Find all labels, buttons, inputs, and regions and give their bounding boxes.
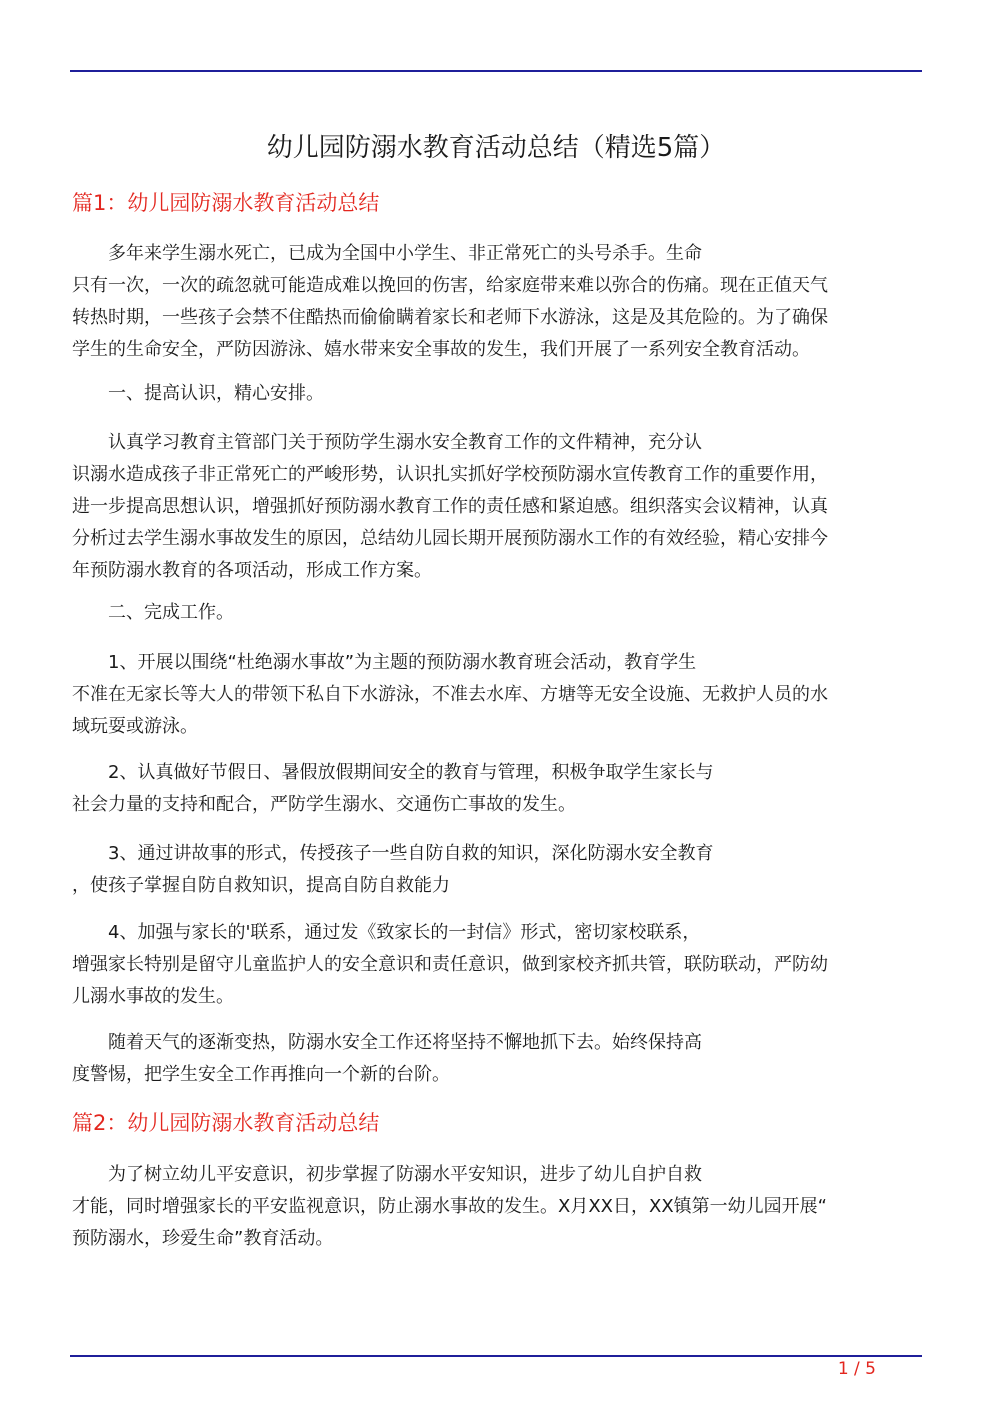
section1-title bbox=[72, 378, 922, 410]
text-line: 2、认真做好节假日、暑假放假期间安全的教育与管理，积极争取学生家长与 bbox=[72, 762, 714, 783]
work-item-3 bbox=[72, 838, 922, 902]
text-line: 二、完成工作。 bbox=[72, 602, 234, 623]
text-line: 年预防溺水教育的各项活动，形成工作方案。 bbox=[72, 560, 432, 581]
text-line: 社会力量的支持和配合，严防学生溺水、交通伤亡事故的发生。 bbox=[72, 794, 576, 815]
article1-heading: 篇1：幼儿园防溺水教育活动总结 bbox=[72, 191, 380, 215]
text-line: 一、提高认识，精心安排。 bbox=[72, 383, 324, 404]
text-line: 儿溺水事故的发生。 bbox=[72, 986, 234, 1007]
text-line: 学生的生命安全，严防因游泳、嬉水带来安全事故的发生，我们开展了一系列安全教育活动。 bbox=[72, 339, 810, 360]
section1-body-paragraph bbox=[72, 427, 922, 587]
text-line: 识溺水造成孩子非正常死亡的严峻形势，认识扎实抓好学校预防溺水宣传教育工作的重要作用， bbox=[72, 464, 828, 485]
text-line: 度警惕，把学生安全工作再推向一个新的台阶。 bbox=[72, 1064, 450, 1085]
page-number: 1 / 5 bbox=[837, 1359, 876, 1379]
document-title: 幼儿园防溺水教育活动总结（精选5篇） bbox=[266, 133, 726, 163]
text-line: 域玩耍或游泳。 bbox=[72, 716, 198, 737]
section2-title bbox=[72, 597, 922, 629]
text-line: 认真学习教育主管部门关于预防学生溺水安全教育工作的文件精神，充分认 bbox=[72, 432, 702, 453]
text-line: 分析过去学生溺水事故发生的原因，总结幼儿园长期开展预防溺水工作的有效经验，精心安排今 bbox=[72, 528, 828, 549]
text-line: 随着天气的逐渐变热，防溺水安全工作还将坚持不懈地抓下去。始终保持高 bbox=[72, 1032, 702, 1053]
work-item-4 bbox=[72, 917, 922, 1013]
article1-closing-paragraph bbox=[72, 1027, 922, 1091]
text-line: 进一步提高思想认识，增强抓好预防溺水教育工作的责任感和紧迫感。组织落实会议精神，认真 bbox=[72, 496, 828, 517]
text-line: 不准在无家长等大人的带领下私自下水游泳，不准去水库、方塘等无安全设施、无救护人员的水 bbox=[72, 684, 828, 705]
text-line: 1、开展以围绕“杜绝溺水事故”为主题的预防溺水教育班会活动，教育学生 bbox=[72, 652, 697, 673]
text-line: 4、加强与家长的'联系，通过发《致家长的一封信》形式，密切家校联系， bbox=[72, 922, 701, 943]
work-item-2 bbox=[72, 757, 922, 821]
text-line: ，使孩子掌握自防自救知识，提高自防自救能力 bbox=[72, 875, 450, 896]
text-line: 3、通过讲故事的形式，传授孩子一些自防自救的知识，深化防溺水安全教育 bbox=[72, 843, 714, 864]
text-line: 转热时期，一些孩子会禁不住酷热而偷偷瞒着家长和老师下水游泳，这是及其危险的。为了确保 bbox=[72, 307, 828, 328]
header-rule bbox=[70, 70, 922, 72]
work-item-1 bbox=[72, 647, 922, 743]
text-line: 预防溺水，珍爱生命”教育活动。 bbox=[72, 1228, 334, 1249]
text-line: 增强家长特别是留守儿童监护人的安全意识和责任意识，做到家校齐抓共管，联防联动，严防幼 bbox=[72, 954, 828, 975]
text-line: 只有一次，一次的疏忽就可能造成难以挽回的伤害，给家庭带来难以弥合的伤痛。现在正值天气 bbox=[72, 275, 828, 296]
text-line: 多年来学生溺水死亡，已成为全国中小学生、非正常死亡的头号杀手。生命 bbox=[72, 243, 702, 264]
footer-rule bbox=[70, 1355, 922, 1357]
article2-intro-paragraph bbox=[72, 1159, 922, 1255]
article2-heading: 篇2：幼儿园防溺水教育活动总结 bbox=[72, 1111, 380, 1135]
text-line: 为了树立幼儿平安意识，初步掌握了防溺水平安知识，进步了幼儿自护自救 bbox=[72, 1164, 702, 1185]
text-line: 才能，同时增强家长的平安监视意识，防止溺水事故的发生。X月XX日，XX镇第一幼儿园开展“ bbox=[72, 1196, 827, 1217]
article1-intro-paragraph bbox=[72, 238, 922, 366]
